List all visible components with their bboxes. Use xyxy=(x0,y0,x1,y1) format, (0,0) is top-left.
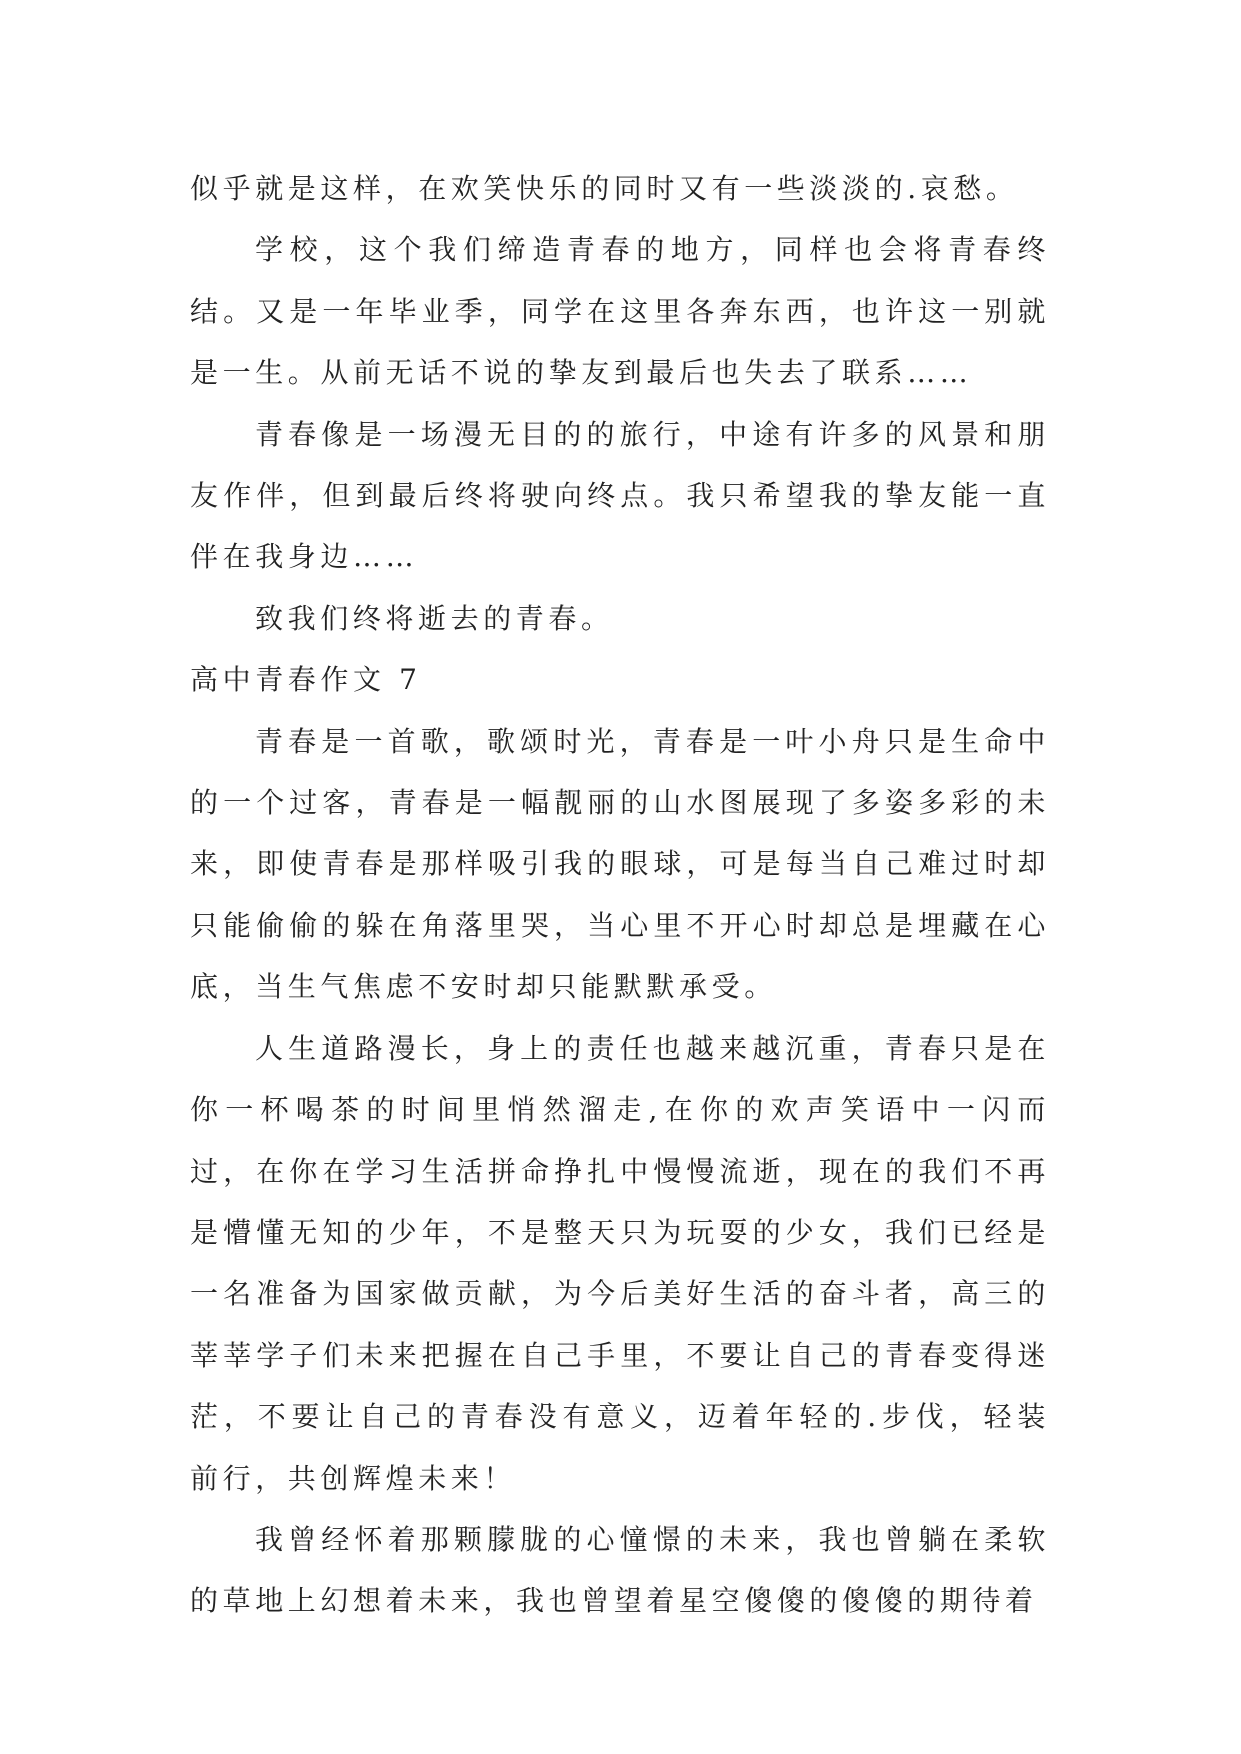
paragraph: 我曾经怀着那颗朦胧的心憧憬的未来，我也曾躺在柔软的草地上幻想着未来，我也曾望着星空傻傻的傻傻的期待着 xyxy=(190,1522,1050,1618)
paragraph: 青春是一首歌，歌颂时光，青春是一叶小舟只是生命中的一个过客，青春是一幅靓丽的山水图展现了多姿多彩的未来，即使青春是那样吸引我的眼球，可是每当自己难过时却只能偷偷的躲在角落里哭，当心里不开心时却总是埋藏在心底，当生气焦虑不安时却只能默默承受。 xyxy=(190,724,1050,1004)
paragraph: 似乎就是这样，在欢笑快乐的同时又有一些淡淡的.哀愁。 xyxy=(190,172,1019,205)
paragraph: 人生道路漫长，身上的责任也越来越沉重，青春只是在你一杯喝茶的时间里悄然溜走,在你的欢声笑语中一闪而过，在你在学习生活拼命挣扎中慢慢流逝，现在的我们不再是懵懂无知的少年，不是整天只为玩耍的少女，我们已经是一名准备为国家做贡献，为今后美好生活的奋斗者，高三的莘莘学子们未来把握在自己手里，不要让自己的青春变得迷茫，不要让自己的青春没有意义，迈着年轻的.步伐，轻装前行，共创辉煌未来！ xyxy=(190,1031,1050,1495)
essay-heading: 高中青春作文 7 xyxy=(190,663,422,697)
document-body xyxy=(190,158,1050,1632)
paragraph: 致我们终将逝去的青春。 xyxy=(255,601,614,635)
paragraph: 青春像是一场漫无目的的旅行，中途有许多的风景和朋友作伴，但到最后终将驶向终点。我只希望我的挚友能一直伴在我身边…… xyxy=(190,417,1050,574)
paragraph: 学校，这个我们缔造青春的地方，同样也会将青春终结。又是一年毕业季，同学在这里各奔东西，也许这一别就是一生。从前无话不说的挚友到最后也失去了联系…… xyxy=(190,233,1050,390)
